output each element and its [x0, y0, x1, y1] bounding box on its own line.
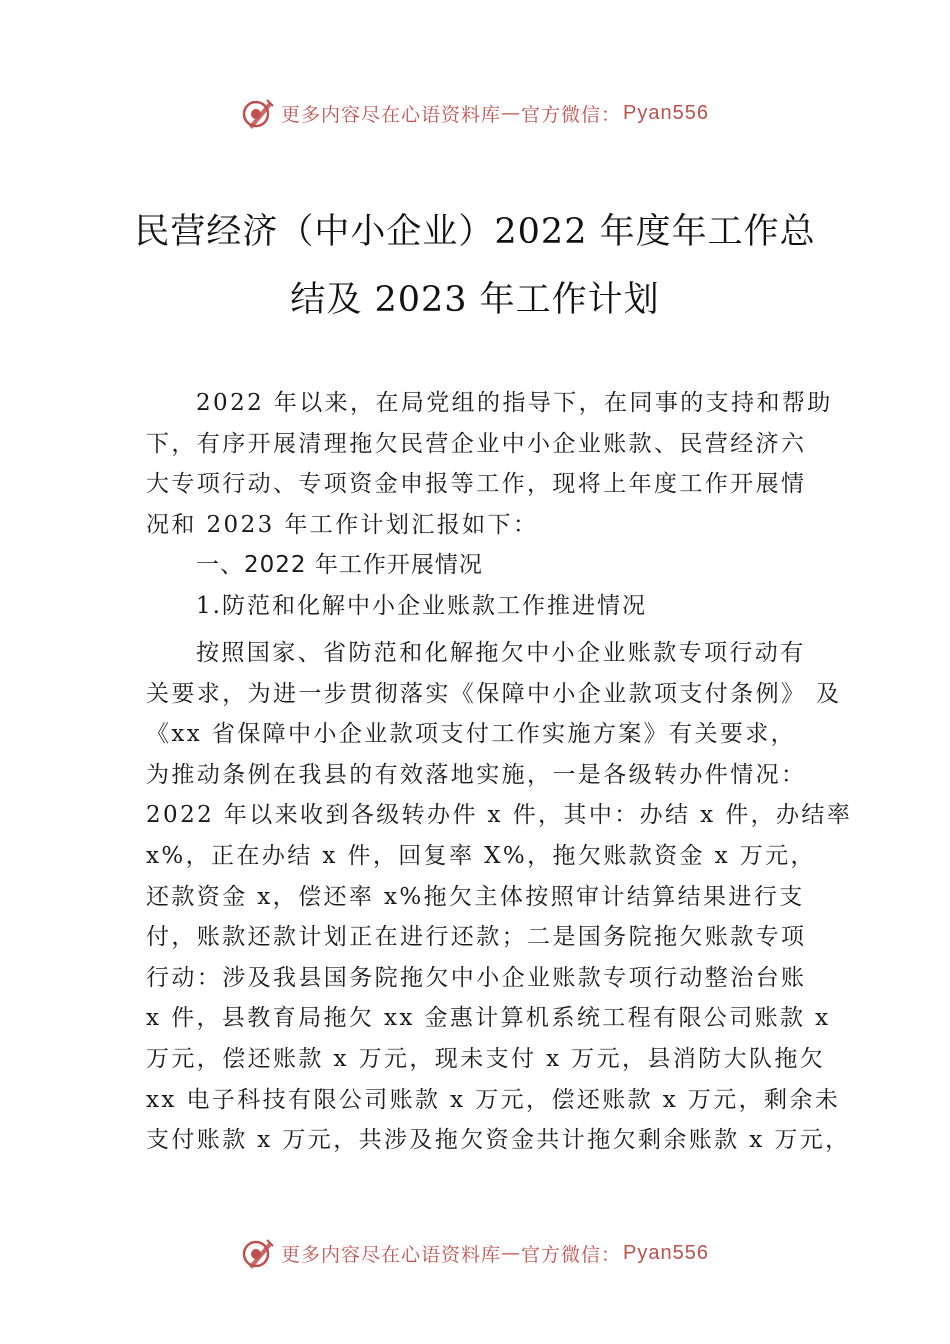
paragraph-line: 关要求，为进一步贯彻落实《保障中小企业款项支付条例》 及 — [146, 680, 842, 707]
watermark-wechat-id: Pyan556 — [623, 101, 709, 124]
watermark-text: 更多内容尽在心语资料库 — [281, 103, 502, 126]
paragraph-line: 行动：涉及我县国务院拖欠中小企业账款专项行动整治台账 — [146, 964, 807, 991]
intro-line: 2022 年以来，在局党组的指导下，在同事的支持和帮助 — [196, 390, 833, 416]
document-title-line-1: 民营经济（中小企业）2022 年度年工作总 — [134, 212, 816, 252]
watermark-separator: — — [501, 102, 522, 124]
footer-watermark — [0, 1236, 950, 1270]
paragraph-line: 按照国家、省防范和化解拖欠中小企业账款专项行动有 — [196, 640, 806, 666]
intro-line: 况和 2023 年工作计划汇报如下： — [146, 511, 539, 538]
paragraph-line: 付，账款还款计划正在进行还款；二是国务院拖欠账款专项 — [146, 924, 807, 951]
header-watermark — [0, 96, 950, 130]
watermark-wechat-label: 官方微信： — [521, 1243, 622, 1266]
watermark-wechat-id: Pyan556 — [623, 1241, 709, 1264]
paragraph-line: 《xx 省保障中小企业款项支付工作实施方案》有关要求， — [146, 721, 797, 748]
paragraph-line: x 件，县教育局拖欠 xx 金惠计算机系统工程有限公司账款 x — [146, 1005, 831, 1032]
watermark-text: 更多内容尽在心语资料库 — [281, 1243, 502, 1266]
watermark-separator: — — [501, 1242, 522, 1264]
document-title-line-2: 结及 2023 年工作计划 — [290, 280, 660, 320]
paragraph-line: xx 电子科技有限公司账款 x 万元，偿还账款 x 万元，剩余未 — [146, 1086, 841, 1113]
pen-logo-icon — [241, 96, 275, 130]
intro-paragraph — [146, 383, 833, 627]
section-heading: 一、2022 年工作开展情况 — [196, 552, 483, 579]
paragraph-line: 万元，偿还账款 x 万元，现未支付 x 万元，县消防大队拖欠 — [146, 1045, 826, 1072]
paragraph-line: 为推动条例在我县的有效落地实施，一是各级转办件情况： — [146, 761, 807, 788]
pen-logo-icon — [241, 1236, 275, 1270]
paragraph-line: x%，正在办结 x 件，回复率 X%，拖欠账款资金 x 万元， — [146, 842, 816, 869]
paragraph-line: 支付账款 x 万元，共涉及拖欠资金共计拖欠剩余账款 x 万元， — [146, 1127, 851, 1154]
intro-line: 下，有序开展清理拖欠民营企业中小企业账款、民营经济六 — [146, 430, 807, 457]
intro-line: 大专项行动、专项资金申报等工作，现将上年度工作开展情 — [146, 471, 807, 498]
paragraph-line: 2022 年以来收到各级转办件 x 件，其中：办结 x 件，办结率 — [146, 802, 853, 829]
subsection-heading: 1.防范和化解中小企业账款工作推进情况 — [196, 592, 647, 619]
paragraph-line: 还款资金 x，偿还率 x%拖欠主体按照审计结算结果进行支 — [146, 883, 805, 910]
body-paragraph — [146, 633, 853, 1161]
watermark-wechat-label: 官方微信： — [521, 103, 622, 126]
